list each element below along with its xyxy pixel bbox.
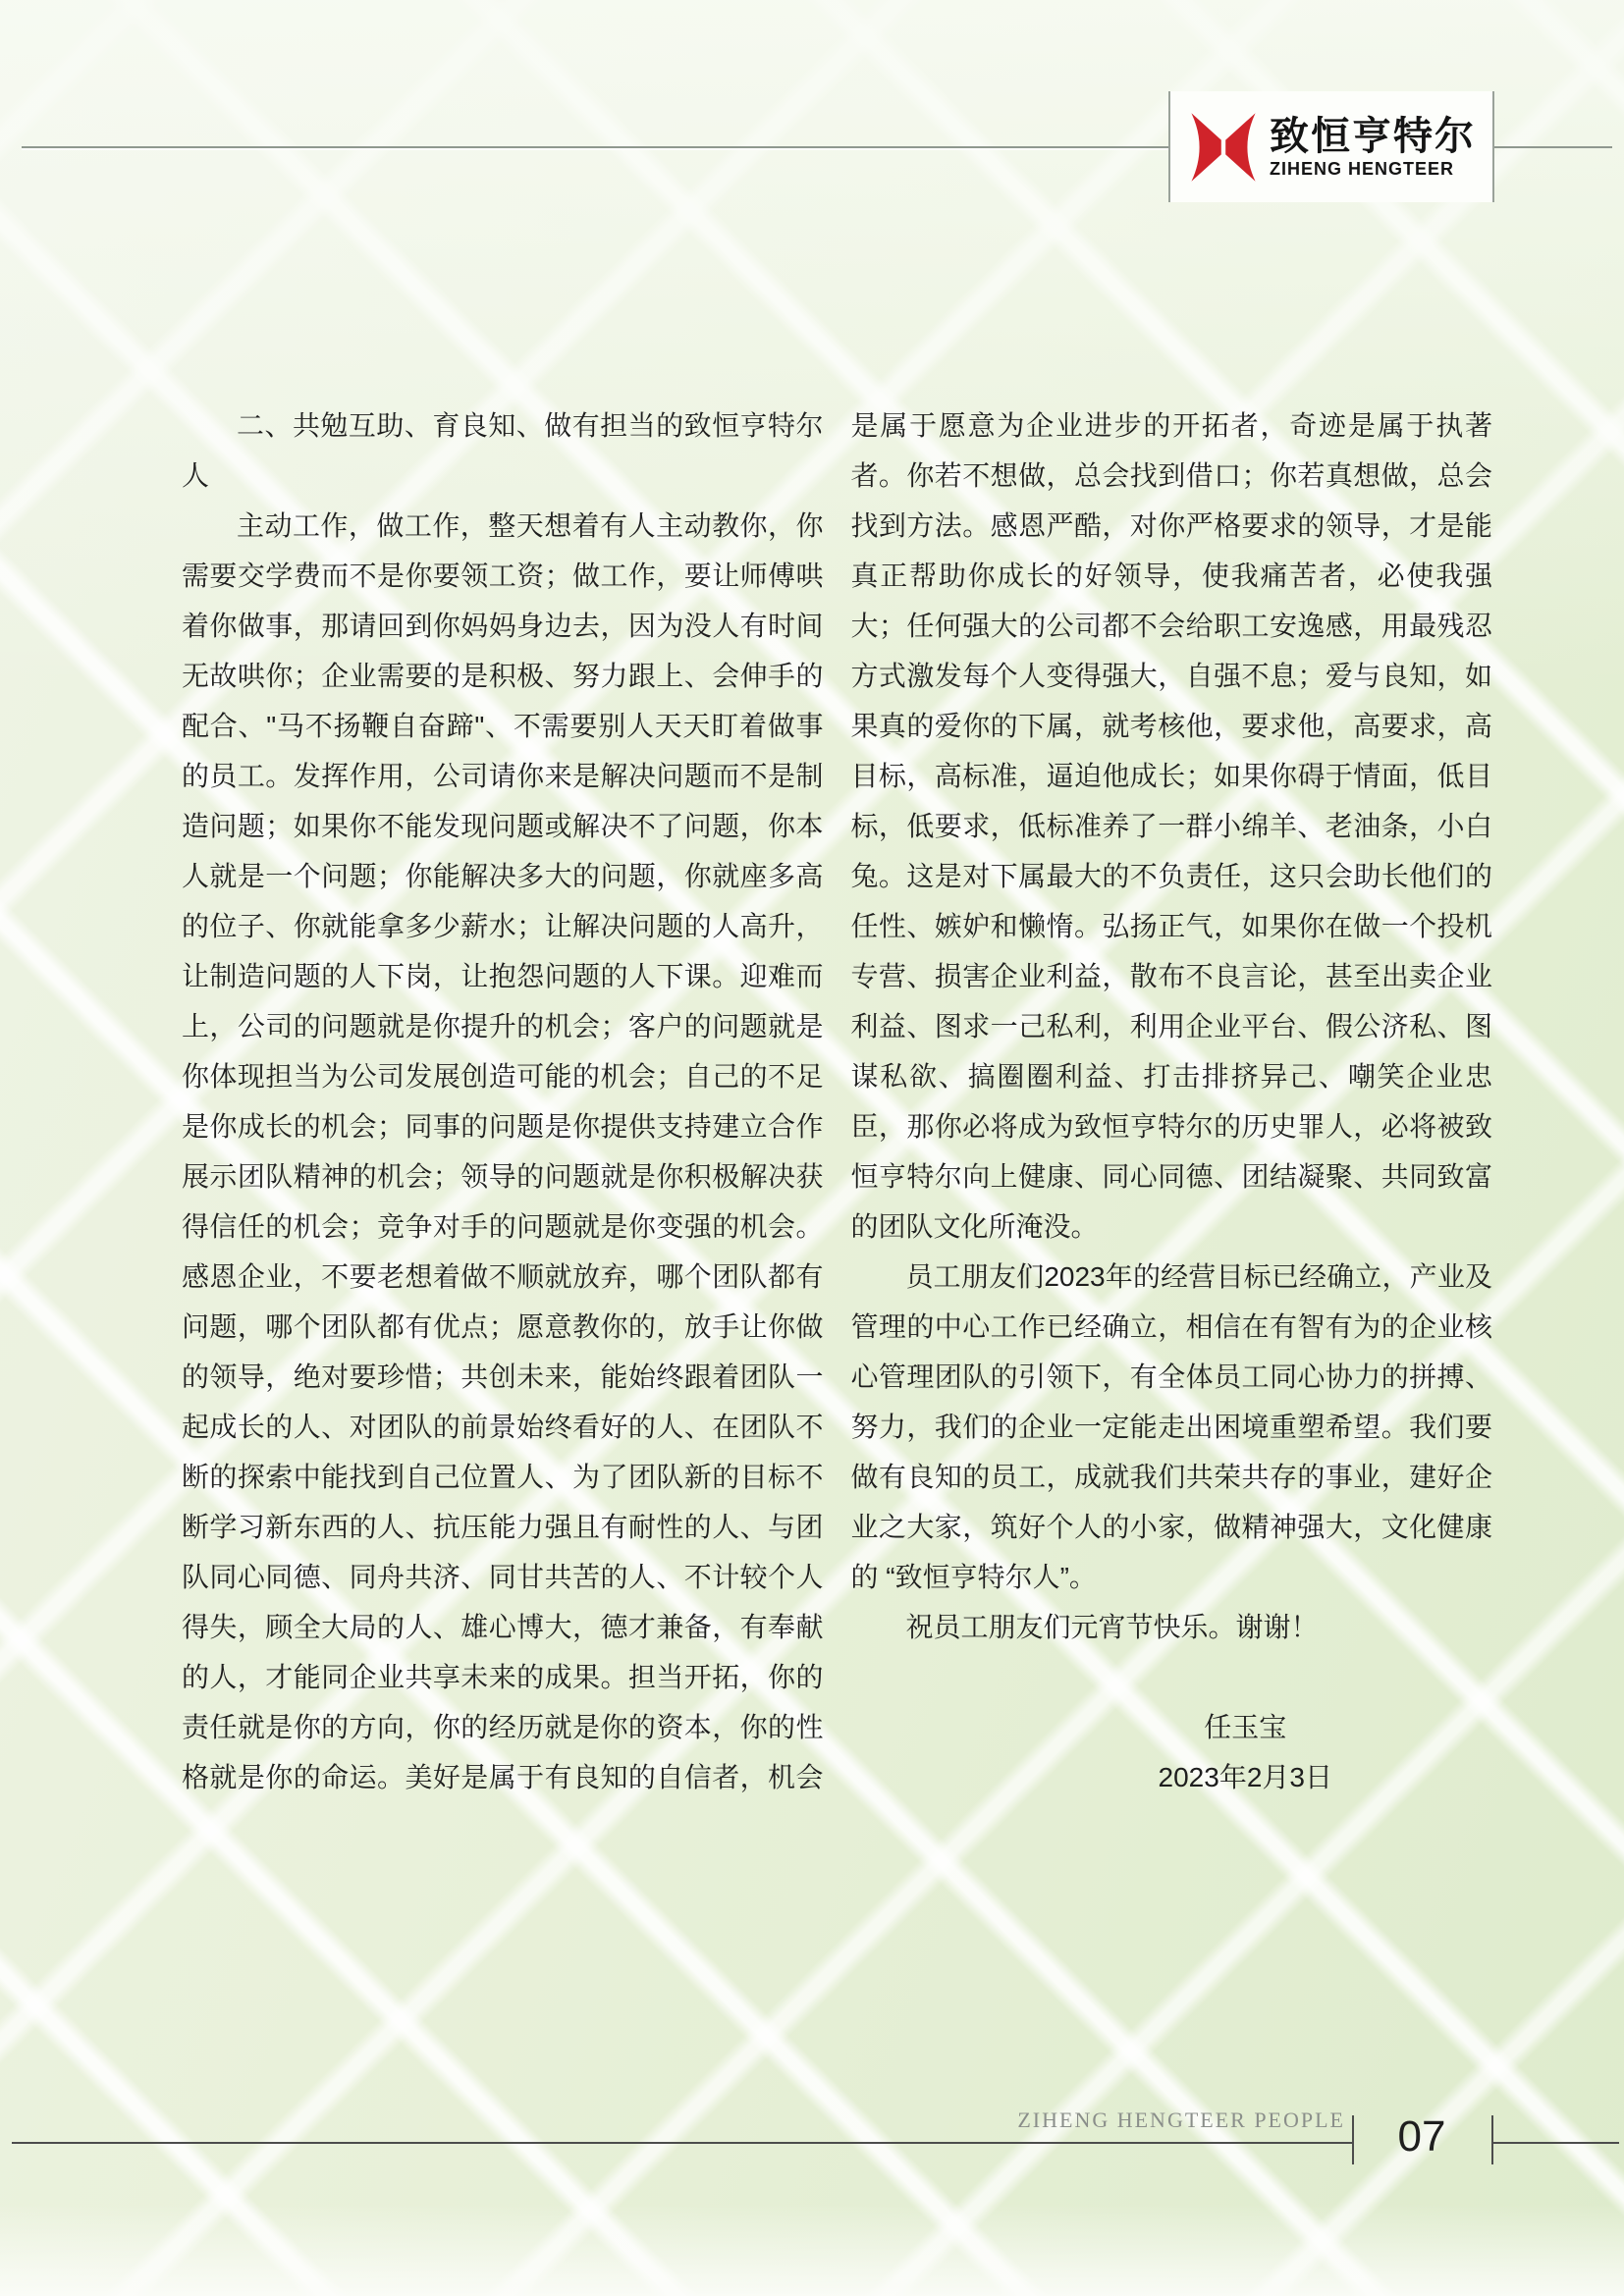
header-rule-right (1494, 146, 1612, 148)
header-rule-left (22, 146, 1168, 148)
brand-name-cn: 致恒亨特尔 (1270, 114, 1476, 158)
signature-block (851, 1702, 1493, 1802)
article-paragraph-1: 主动工作，做工作，整天想着有人主动教你，你需要交学费而不是你要领工资；做工作，要让师傅哄着你做事，那请回到你妈妈身边去，因为没人有时间无故哄你；企业需要的是积极、努力跟上、会伸手的配合、"马不扬鞭自奋蹄"、不需要别人天天盯着做事的员工。发挥作用，公司请你来是解决问题而不是制造问题；如果你不能发现问题或解决不了问题，你本人就是一个问题；你能解决多大的问题，你就座多高的位子、你就能拿多少薪水；让解决问题的人高升，让制造问题的人下岗，让抱怨问题的人下课。迎难而上，公司的问题就是你提升的机会；客户的问题就是你体现担当为公司发展创造可能的机会；自己的不足是你成长的机会；同事的问题是你提供支持建立合作展示团队精神的机会；领导的问题就是你积极解决获得信任的机会；竞争对手的问题就是你变强的机会。感恩企业，不要老想着做不顺就放弃，哪个团队都有问题，哪个团队都有优点；愿意教你的，放手让你做的领导，绝对要珍惜；共创未来，能始终跟着团队一起成长的人、对团队的前景始终看好的人、在团队不断的探索中能找到自己位置人、为了团队新的目标不断学习新东西的人、抗压能力强且有耐性的人、与团队同心同德、同舟共济、同甘共苦的人、不计较个人得失，顾全大局的人、雄心博大，德才兼备，有奉献的人，才能同企业共享未来的成果。担当开拓，你的责任就是你的方向，你的经历就是你的资本，你的性格就是你的命运。美好是属于有良知的自信者，机会是属于愿意为企业进步的开拓者，奇迹是属于执著者。你若不想做，总会找到借口；你若真想做，总会找到方法。感恩严酷，对你严格要求的领导，才是能真正帮助你成长的好领导，使我痛苦者，必使我强大；任何强大的公司都不会给职工安逸感，用最残忍方式激发每个人变得强大，自强不息；爱与良知，如果真的爱你的下属，就考核他，要求他，高要求，高目标，高标准，逼迫他成长；如果你碍于情面，低目标，低要求，低标准养了一群小绵羊、老油条，小白兔。这是对下属最大的不负责任，这只会助长他们的任性、嫉妒和懒惰。弘扬正气，如果你在做一个投机专营、损害企业利益，散布不良言论，甚至出卖企业利益、图求一己私利，利用企业平台、假公济私、图谋私欲、搞圈圈利益、打击排挤异己、嘲笑企业忠臣，那你必将成为致恒亨特尔的历史罪人，必将被致恒亨特尔向上健康、同心同德、团结凝聚、共同致富的团队文化所淹没。 (182, 410, 1492, 1792)
footer-journal-title: ZIHENG HENGTEER PEOPLE (1017, 2108, 1345, 2132)
article-section-title: 二、共勉互助、育良知、做有担当的致恒亨特尔人 (182, 410, 824, 491)
article-paragraph-3: 祝员工朋友们元宵节快乐。谢谢！ (905, 1612, 1319, 1642)
company-logo (1168, 91, 1494, 202)
footer-rule-right (1491, 2142, 1619, 2144)
logo-text (1270, 115, 1476, 180)
brand-x-mark-icon (1187, 111, 1260, 184)
brand-name-en: ZIHENG HENGTEER (1270, 158, 1455, 179)
footer-divider-bar-right (1491, 2115, 1493, 2164)
page-number: 07 (1397, 2112, 1446, 2161)
signature-date: 2023年2月3日 (1158, 1762, 1332, 1792)
article-paragraph-2: 员工朋友们2023年的经营目标已经确立，产业及管理的中心工作已经确立，相信在有智有为的企业核心管理团队的引领下，有全体员工同心协力的拼搏、努力，我们的企业一定能走出困境重塑希望。我们要做有良知的员工，成就我们共荣共存的事业，建好企业之大家，筑好个人的小家，做精神强大，文化健康的 “致恒亨特尔人”。 (850, 1261, 1492, 1592)
article-body (182, 400, 1492, 1843)
signature-name: 任玉宝 (1204, 1712, 1287, 1742)
footer-rule-left (12, 2142, 1352, 2144)
